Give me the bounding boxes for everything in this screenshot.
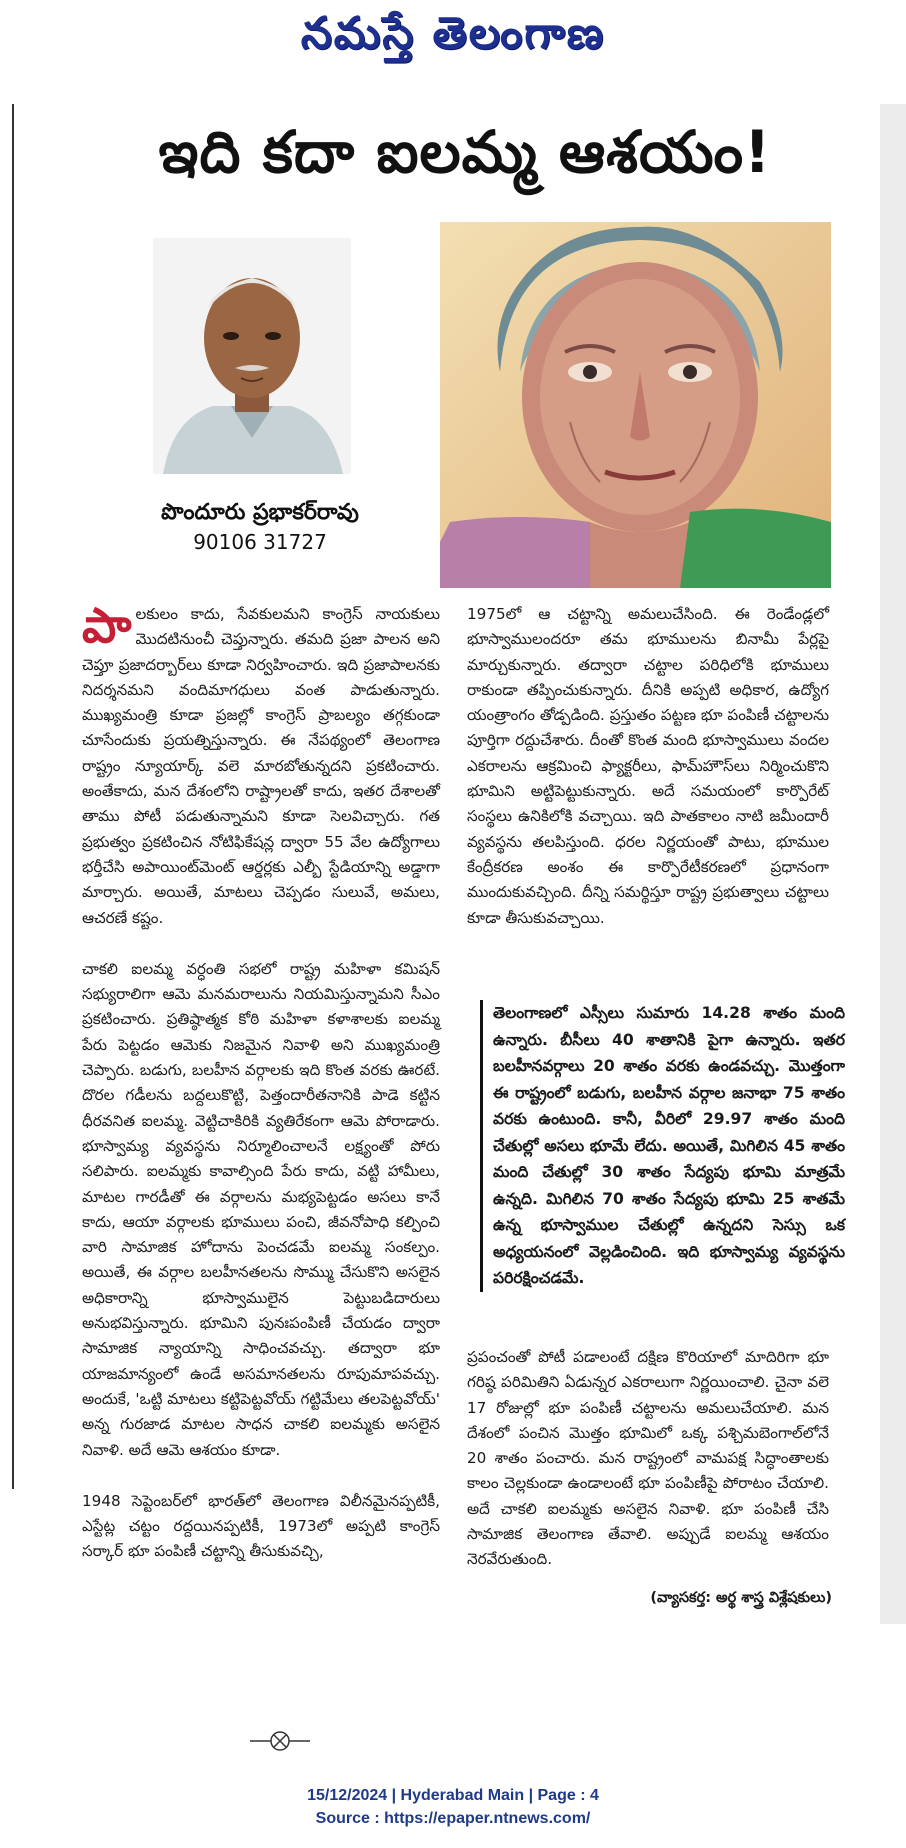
adjacent-page-strip: [880, 104, 906, 1624]
article-paragraph-3: 1948 సెప్టెంబర్‌లో భారత్‌లో తెలంగాణ విలీనమైనప్పటికీ, ఎస్టేట్ల చట్టం రద్దయినప్పటికీ, 1973లో అప్పటి కాంగ్రెస్ సర్కార్ భూ పంపిణీ చట్టాన్ని తీసుకువచ్చి,: [82, 1491, 440, 1561]
author-designation: (వ్యాసకర్త: అర్థ శాస్త్ర విశ్లేషకులు): [650, 1590, 832, 1606]
masthead-logo: నమస్తే తెలంగాణ: [300, 8, 606, 59]
author-name: పొందూరు ప్రభాకర్‌రావు: [161, 500, 359, 525]
ornament-icon: [250, 1728, 310, 1754]
drop-cap: పా: [82, 598, 132, 654]
footer-date-edition: 15/12/2024 | Hyderabad Main | Page : 4: [307, 1787, 599, 1804]
article-paragraph-1-text: లకులం కాదు, సేవకులమని కాంగ్రెస్ నాయకులు మొదటినుంచీ చెప్తున్నారు. తమది ప్రజా పాలన అని చెప్తూ ప్రజాదర్బార్‌లు కూడా నిర్వహించారు. ఇది ప్రజాపాలనకు నిదర్శనమని వందిమాగధులు వంత పాడుతున్నారు. ముఖ్యమంత్రి కూడా ప్రజల్లో కాంగ్రెస్ ప్రాబల్యం తగ్గకుండా చూసేందుకు ప్రయత్నిస్తున్నారు. ఈ నేపథ్యంలో తెలంగాణ రాష్ట్రం న్యూయార్క్ వలె మారబోతున్నదని ప్రకటించారు. అంతేకాదు, మన దేశంలోని రాష్ట్రాలతో కాదు, ఇతర దేశాలతో తాము పోటీ పడుతున్నామని కూడా సెలవిచ్చారు. గత ప్రభుత్వం ప్రకటించిన నోటిఫికేషన్ల ద్వారా 55 వేల ఉద్యోగాలు భర్తీచేసి అపాయింట్‌మెంట్ ఆర్డర్లకు ఎల్బీ స్టేడియాన్ని అడ్డాగా మార్చారు. అయితే, మాటలు చెప్పడం సులువే, అమలు, ఆచరణే కష్టం.: [82, 605, 440, 927]
author-phone: 90106 31727: [193, 530, 327, 554]
footer-source-link[interactable]: Source : https://epaper.ntnews.com/: [315, 1810, 591, 1827]
highlight-box: తెలంగాణలో ఎస్సీలు సుమారు 14.28 శాతం మంది ఉన్నారు. బీసీలు 40 శాతానికి పైగా ఉన్నారు. ఇతర బలహీనవర్గాలు 20 శాతం వరకు ఉండవచ్చు. మొత్తంగా ఈ రాష్ట్రంలో బడుగు, బలహీన వర్గాల జనాభా 75 శాతం వరకు ఉంటుంది. కానీ, వీరిలో 29.97 శాతం మంది చేతుల్లో అసలు భూమే లేదు. అయితే, మిగిలిన 45 శాతం మంది చేతుల్లో 30 శాతం సేద్యపు భూమి మాత్రమే ఉన్నది. మిగిలిన 70 శాతం సేద్యపు భూమి 25 శాతమే ఉన్న భూస్వాముల చేతుల్లో ఉన్నదని సెస్సు ఒక అధ్యయనంలో వెల్లడించింది. ఇది భూస్వామ్య వ్యవస్థను పరిరక్షించడమే.: [480, 1000, 845, 1292]
article-column-right-end: [467, 1345, 829, 1573]
article-paragraph-final: ప్రపంచంతో పోటీ పడాలంటే దక్షిణ కొరియాలో మాదిరిగా భూ గరిష్ఠ పరిమితిని ఏడున్నర ఎకరాలుగా నిర్ణయించాలి. చైనా వలె 17 రోజుల్లో భూ పంపిణీ చట్టాలను అమలుచేయాలి. మన దేశంలో పంచిన మొత్తం భూమిలో ఒక్క పశ్చిమబెంగాల్‌లోనే 20 శాతం పంచారు. మన రాష్ట్రంలో వామపక్ష సిద్ధాంతాలకు కాలం చెల్లకుండా ఉండాలంటే భూ పంపిణీపై పోరాటం చేయాలి. అదే చాకలి ఐలమ్మకు అసలైన నివాళి. భూ పంపిణీ చేసి సామాజిక తెలంగాణ తేవాలి. అప్పుడే ఐలమ్మ ఆశయం నెరవేరుతుంది.: [467, 1348, 829, 1569]
article-paragraph-1: [82, 598, 440, 931]
article-paragraph-4: 1975లో ఆ చట్టాన్ని అమలుచేసింది. ఈ రెండేండ్లలో భూస్వాములందరూ తమ భూములను బినామీ పేర్లపై మార్చుకున్నారు. తద్వారా చట్టాల పరిధిలోకి భూములు రాకుండా తప్పించుకున్నారు. దీనికి అప్పటి అధికార, ఉద్యోగ యంత్రాంగం తోడ్పడింది. ప్రస్తుతం పట్టణ భూ పంపిణీ చట్టాలను పూర్తిగా రద్దుచేశారు. దీంతో కొంత మంది భూస్వాములు వందల ఎకరాలను ఆక్రమించి ఫ్యాక్టరీలు, ఫామ్‌హౌస్‌లు నిర్మించుకొని భూమిని అట్టిపెట్టుకున్నారు. అదే సమయంలో కార్పొరేట్ సంస్థలు ఉనికిలోకి వచ్చాయి. ఇది పాతకాలం నాటి జమీందారీ వ్యవస్థను తలపిస్తుంది. ధరల నిర్ణయంతో పాటు, భూముల కేంద్రీకరణ అంశం ఈ కార్పొరేటీకరణలో ప్రధానంగా ముందుకువచ్చింది. దీన్ని సమర్థిస్తూ రాష్ట్ర ప్రభుత్వాలు చట్టాలు కూడా తీసుకువచ్చాయి.: [467, 605, 829, 927]
article-paragraph-2: చాకలి ఐలమ్మ వర్ధంతి సభలో రాష్ట్ర మహిళా కమిషన్ సభ్యురాలిగా ఆమె మనమరాలును నియమిస్తున్నామని సీఎం ప్రకటించారు. ప్రతిష్ఠాత్మక కోఠి మహిళా కళాశాలకు ఐలమ్మ పేరు పెట్టడం ఆమెకు నిజమైన నివాళి అని ముఖ్యమంత్రి చెప్పారు. బడుగు, బలహీన వర్గాలకు ఇది కొంత వరకు ఊరటే. దొరల గడీలను బద్దలుకొట్టి, పెత్తందారీతనానికి పాడె కట్టిన ధీరవనిత ఐలమ్మ. వెట్టిచాకిరికి వ్యతిరేకంగా ఆమె పోరాడారు. భూస్వామ్య వ్యవస్థను నిర్మూలించాలనే లక్ష్యంతో పోరు సలిపారు. ఐలమ్మకు కావాల్సింది పేరు కాదు, వట్టి హామీలు, మాటల గారడీతో ఈ వర్గాలను మభ్యపెట్టడం అసలు కానే కాదు, ఆయా వర్గాలకు భూములు పంచి, జీవనోపాధి కల్పించి వారి సామాజిక హోదాను పెంచడమే ఐలమ్మ సంకల్పం. అయితే, ఈ వర్గాల బలహీనతలను సొమ్ము చేసుకొని అసలైన అధికారాన్ని భూస్వాములైన పెట్టుబడిదారులు అనుభవిస్తున్నారు. భూమిని పునఃపంపిణీ చేయడం ద్వారా సామాజిక న్యాయాన్ని సాధించవచ్చు. తద్వారా భూ యాజమాన్యంలో ఉండే అసమానతలను రూపుమాపవచ్చు. అందుకే, 'ఒట్టి మాటలు కట్టిపెట్టవోయ్ గట్టిమేలు తలపెట్టవోయ్' అన్న గురజాడ మాటల సాధన చాకలి ఐలమ్మకు అసలైన నివాళి. అదే ఆమె ఆశయం కూడా.: [82, 959, 440, 1459]
author-photo: [153, 238, 351, 474]
article-headline: ఇది కదా ఐలమ్మ ఆశయం!: [158, 118, 772, 186]
ilamma-portrait-painting: [440, 222, 831, 588]
left-column-rule: [12, 104, 14, 1489]
article-column-right: [467, 602, 829, 931]
article-column-left: [82, 598, 440, 1565]
